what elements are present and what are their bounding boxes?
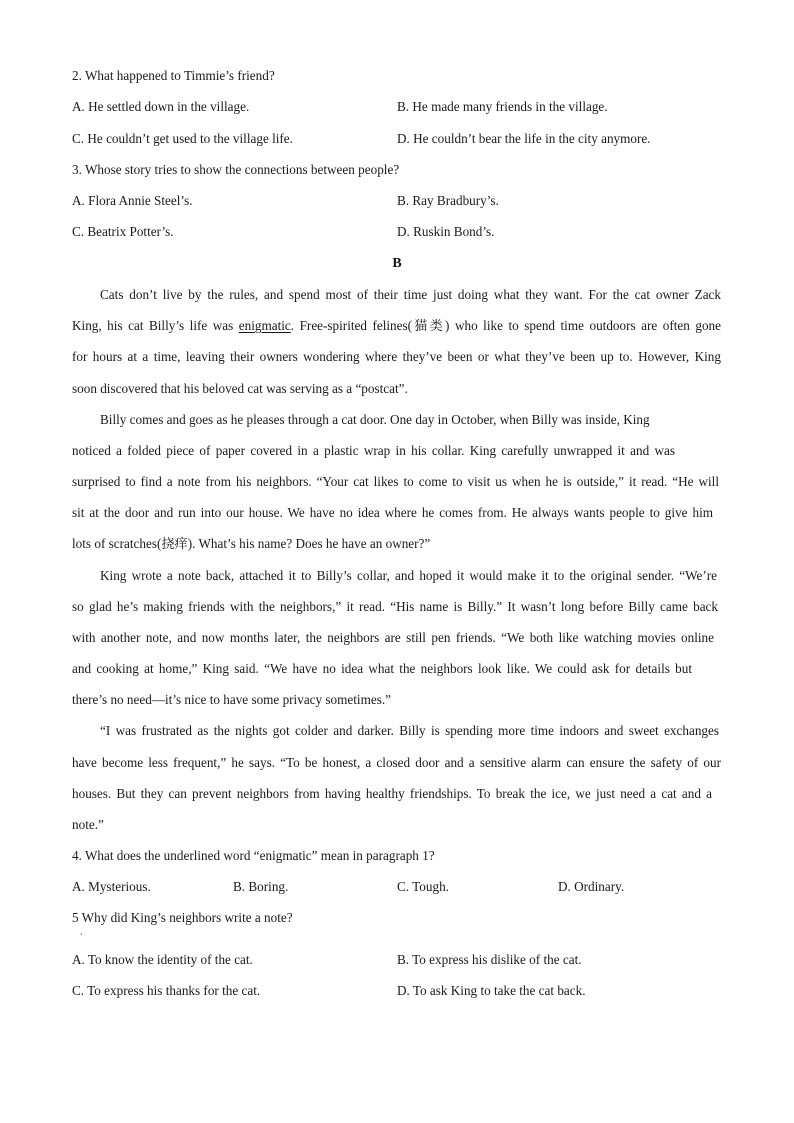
question-4-option-a: A. Mysterious. [72, 879, 151, 894]
stray-dot: · [80, 929, 83, 939]
passage-p3-line-1: King wrote a note back, attached it to Billy’s collar, and hoped it would make it to the original sender. “We’re [100, 568, 717, 583]
question-4-option-c: C. Tough. [397, 879, 449, 894]
question-3-stem: 3. Whose story tries to show the connections between people? [72, 162, 400, 177]
passage-p2-line-4: sit at the door and run into our house. We have no idea where he comes from. He always wants people to give him [72, 505, 713, 520]
question-5-option-b: B. To express his dislike of the cat. [397, 952, 582, 967]
passage-p2-line-5: lots of scratches(挠痒). What’s his name? Does he have an owner?” [72, 536, 431, 551]
question-5-stem: 5 Why did King’s neighbors write a note? [72, 910, 293, 925]
passage-p4-line-2: have become less frequent,” he says. “To be honest, a closed door and a sensitive alarm can ensure the safety of our [72, 755, 721, 770]
passage-p1-line-2 [72, 318, 721, 334]
question-2-option-b: B. He made many friends in the village. [397, 99, 608, 114]
passage-p2-line-2: noticed a folded piece of paper covered in a plastic wrap in his collar. King carefully unwrapped it and was [72, 443, 675, 458]
passage-p1-line-1: Cats don’t live by the rules, and spend most of their time just doing what they want. For the cat owner Zack [100, 287, 721, 302]
passage-p3-line-4: and cooking at home,” King said. “We have no idea what the neighbors look like. We could ask for details but [72, 661, 692, 676]
question-2-option-c: C. He couldn’t get used to the village life. [72, 131, 293, 146]
question-3-option-d: D. Ruskin Bond’s. [397, 224, 495, 239]
passage-p4-line-3: houses. But they can prevent neighbors from having healthy friendships. To break the ice, we just need a cat and a [72, 786, 712, 801]
question-4-option-d: D. Ordinary. [558, 879, 625, 894]
passage-p4-line-1: “I was frustrated as the nights got colder and darker. Billy is spending more time indoors and sweet exchanges [100, 723, 719, 738]
question-4-option-b: B. Boring. [233, 879, 289, 894]
question-3-option-b: B. Ray Bradbury’s. [397, 193, 499, 208]
section-heading-b: B [392, 256, 402, 271]
question-3-option-c: C. Beatrix Potter’s. [72, 224, 174, 239]
question-3-option-a: A. Flora Annie Steel’s. [72, 193, 193, 208]
passage-text: King, his cat Billy’s life was [72, 318, 239, 333]
passage-p1-line-3: for hours at a time, leaving their owners wondering where they’ve been or what they’ve been up to. However, King [72, 349, 721, 364]
passage-text: . Free-spirited felines(猫类) who like to spend time outdoors are often gone [290, 318, 721, 333]
question-5-option-a: A. To know the identity of the cat. [72, 952, 253, 967]
underlined-word-enigmatic: enigmatic [238, 318, 291, 333]
passage-p3-line-2: so glad he’s making friends with the neighbors,” it read. “His name is Billy.” It wasn’t long before Billy came back [72, 599, 718, 614]
passage-p3-line-5: there’s no need—it’s nice to have some privacy sometimes.” [72, 692, 391, 707]
question-4-stem: 4. What does the underlined word “enigmatic” mean in paragraph 1? [72, 848, 435, 863]
passage-p4-line-4: note.” [72, 817, 104, 832]
question-5-option-c: C. To express his thanks for the cat. [72, 983, 261, 998]
question-2-option-a: A. He settled down in the village. [72, 99, 250, 114]
passage-p3-line-3: with another note, and now months later, the neighbors are still pen friends. “We both like watching movies online [72, 630, 714, 645]
passage-p1-line-4: soon discovered that his beloved cat was serving as a “postcat”. [72, 381, 408, 396]
question-2-option-d: D. He couldn’t bear the life in the city anymore. [397, 131, 651, 146]
passage-p2-line-1: Billy comes and goes as he pleases through a cat door. One day in October, when Billy was inside, King [100, 412, 650, 427]
question-5-option-d: D. To ask King to take the cat back. [397, 983, 586, 998]
passage-p2-line-3: surprised to find a note from his neighbors. “Your cat likes to come to visit us when he is outside,” it read. “He will [72, 474, 719, 489]
question-2-stem: 2. What happened to Timmie’s friend? [72, 68, 275, 83]
